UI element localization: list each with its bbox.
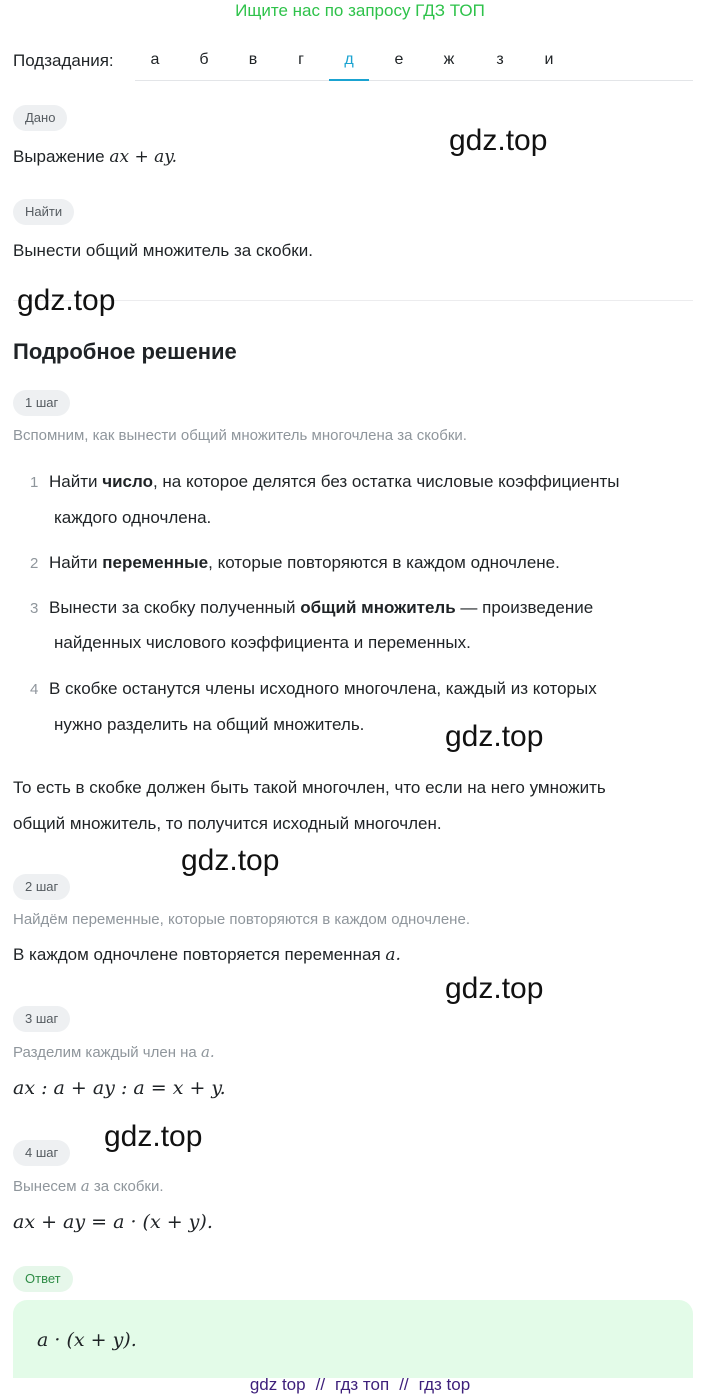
- watermark: gdz.top: [449, 124, 548, 157]
- subtasks-label: Подзадания:: [13, 51, 114, 70]
- step3-hint-prefix: Разделим каждый член на: [13, 1044, 197, 1061]
- step1-paragraph-line2: общий множитель, то получится исходный многочлен.: [13, 814, 442, 833]
- list-item: Вынести за скобку полученный общий множитель — произведение: [49, 598, 594, 617]
- step1-paragraph-line1: То есть в скобке должен быть такой многочлен, что если на него умножить: [13, 778, 606, 797]
- find-text: Вынести общий множитель за скобки.: [13, 241, 313, 260]
- step1-hint: Вспомним, как вынести общий множитель многочлена за скобки.: [13, 427, 467, 444]
- step3-chip: 3 шаг: [13, 1006, 70, 1032]
- tab-a[interactable]: а: [150, 51, 160, 68]
- tab-i[interactable]: и: [544, 51, 554, 68]
- step2-chip: 2 шаг: [13, 874, 70, 900]
- step4-chip: 4 шаг: [13, 1140, 70, 1166]
- given-text: [13, 147, 177, 167]
- list-number: 1: [30, 474, 39, 491]
- list-item: Найти число, на которое делятся без остатка числовые коэффициенты: [49, 472, 620, 491]
- tab-b[interactable]: б: [199, 51, 209, 68]
- step4-hint: [13, 1177, 164, 1195]
- step3-hint: [13, 1043, 215, 1061]
- step2-text: [13, 945, 401, 965]
- list-number: 4: [30, 681, 39, 698]
- tab-e[interactable]: е: [394, 51, 404, 68]
- step1-chip: 1 шаг: [13, 390, 70, 416]
- subtask-tabs: [135, 40, 693, 81]
- footer-link[interactable]: гдз топ: [335, 1375, 390, 1394]
- list-item-continuation: найденных числового коэффициента и переменных.: [54, 633, 471, 652]
- find-chip: Найти: [13, 199, 74, 225]
- watermark: gdz.top: [104, 1120, 203, 1153]
- tab-z[interactable]: з: [496, 51, 504, 68]
- answer-formula: a · (x + y).: [37, 1329, 137, 1351]
- step2-math: a.: [385, 945, 401, 965]
- list-item-continuation: нужно разделить на общий множитель.: [54, 715, 365, 734]
- search-banner: Ищите нас по запросу ГДЗ ТОП: [235, 1, 485, 20]
- footer-link[interactable]: гдз top: [418, 1375, 471, 1394]
- footer-link[interactable]: gdz top: [249, 1375, 306, 1394]
- given-text-prefix: Выражение: [13, 147, 105, 166]
- step2-text-prefix: В каждом одночлене повторяется переменная: [13, 945, 381, 964]
- tab-v[interactable]: в: [248, 51, 258, 68]
- step4-hint-suffix: за скобки.: [93, 1178, 164, 1195]
- answer-box: [13, 1300, 693, 1378]
- footer-separator: //: [399, 1375, 409, 1394]
- watermark: gdz.top: [181, 844, 280, 877]
- given-chip: Дано: [13, 105, 67, 131]
- step3-hint-math: a.: [200, 1043, 215, 1061]
- step3-formula: ax : a + ay : a = x + y.: [13, 1077, 226, 1099]
- watermark: gdz.top: [445, 720, 544, 753]
- given-math: ax + ay.: [109, 147, 178, 167]
- step4-hint-math: a: [80, 1177, 90, 1195]
- answer-chip: Ответ: [13, 1266, 73, 1292]
- footer-separator: //: [315, 1375, 326, 1394]
- tab-g[interactable]: г: [298, 51, 304, 68]
- list-item-continuation: каждого одночлена.: [54, 508, 212, 527]
- step4-formula: ax + ay = a · (x + y).: [13, 1211, 213, 1233]
- tab-d[interactable]: д: [329, 40, 369, 80]
- footer-links: [0, 1375, 720, 1395]
- list-item: Найти переменные, которые повторяются в каждом одночлене.: [49, 553, 560, 572]
- tab-zh[interactable]: ж: [443, 51, 455, 68]
- list-number: 3: [30, 600, 39, 617]
- step2-hint: Найдём переменные, которые повторяются в каждом одночлене.: [13, 911, 470, 928]
- list-item: В скобке останутся члены исходного многочлена, каждый из которых: [49, 679, 597, 698]
- watermark: gdz.top: [17, 284, 116, 317]
- step4-hint-prefix: Вынесем: [13, 1178, 77, 1195]
- solution-heading: Подробное решение: [13, 339, 237, 364]
- watermark: gdz.top: [445, 972, 544, 1005]
- list-number: 2: [30, 555, 39, 572]
